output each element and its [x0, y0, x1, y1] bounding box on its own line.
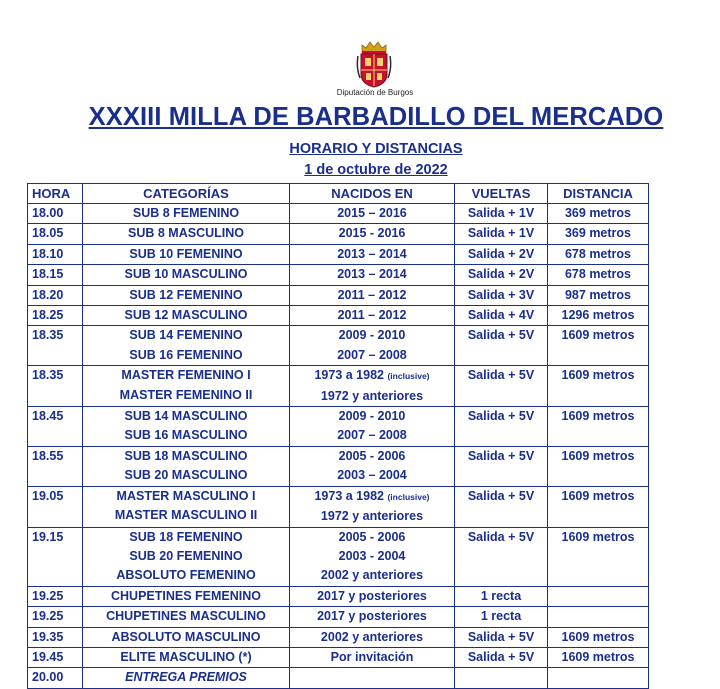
cell-categoria [83, 407, 290, 447]
nacidos-text: 2003 – 2004 [337, 468, 407, 483]
table-header-row [28, 184, 649, 204]
cell-hora: 19.25 [28, 586, 83, 606]
table-row [28, 446, 649, 486]
nacidos-text: 2005 - 2006 [338, 529, 406, 544]
cell-vueltas: Salida + 5V [455, 486, 548, 527]
table-row [28, 527, 649, 586]
categoria-line: SUB 14 FEMENINO [129, 328, 243, 343]
categoria-line: SUB 16 FEMENINO [129, 347, 243, 362]
nacidos-line [294, 648, 450, 667]
inclusive-note: (inclusive) [387, 491, 430, 502]
cell-vueltas: Salida + 5V [455, 647, 548, 667]
cell-nacidos [290, 265, 455, 285]
cell-nacidos [290, 527, 455, 586]
cell-nacidos [290, 607, 455, 627]
cell-categoria [83, 224, 290, 244]
categoria-line: MASTER MASCULINO I [116, 488, 256, 503]
categoria-line: SUB 8 MASCULINO [128, 226, 244, 241]
categoria-line: SUB 8 FEMENINO [132, 206, 240, 220]
cell-vueltas: Salida + 1V [455, 224, 548, 244]
nacidos-text: 2007 – 2008 [337, 428, 407, 443]
nacidos-line [294, 265, 450, 284]
cell-distancia: 1609 metros [548, 326, 649, 366]
cell-categoria [83, 285, 290, 305]
cell-distancia: 678 metros [548, 265, 649, 285]
cell-hora: 19.45 [28, 647, 83, 667]
header-vueltas: VUELTAS [455, 184, 548, 204]
nacidos-line [294, 587, 450, 606]
cell-distancia: 987 metros [548, 285, 649, 305]
categoria-line: SUB 20 MASCULINO [124, 468, 248, 483]
nacidos-line [294, 566, 450, 585]
nacidos-text: 2017 y posteriores [317, 588, 427, 603]
nacidos-text: 2017 y posteriores [317, 609, 427, 624]
categoria-line: SUB 14 MASCULINO [124, 409, 248, 424]
cell-categoria [83, 668, 290, 688]
cell-hora: 19.05 [28, 486, 83, 527]
cell-nacidos [290, 306, 455, 326]
nacidos-text: Por invitación [330, 649, 414, 664]
cell-nacidos [290, 668, 455, 688]
table-row [28, 285, 649, 305]
table-row [28, 627, 649, 647]
header-hora: HORA [28, 184, 83, 204]
nacidos-text: 2015 - 2016 [338, 226, 406, 241]
cell-categoria [83, 607, 290, 627]
cell-nacidos [290, 244, 455, 264]
nacidos-line [294, 547, 450, 566]
page-subtitle: HORARIO Y DISTANCIAS [289, 141, 463, 157]
nacidos-line [294, 204, 450, 223]
nacidos-line [294, 447, 450, 466]
event-date: 1 de octubre de 2022 [304, 162, 448, 178]
nacidos-text: 2009 - 2010 [338, 409, 406, 424]
cell-vueltas: Salida + 5V [455, 527, 548, 586]
nacidos-line [294, 224, 450, 243]
cell-vueltas: Salida + 5V [455, 326, 548, 366]
cell-distancia: 1609 metros [548, 627, 649, 647]
categoria-line: MASTER MASCULINO II [114, 508, 258, 523]
cell-vueltas: 1 recta [455, 607, 548, 627]
cell-categoria [83, 326, 290, 366]
table-row [28, 204, 649, 224]
cell-nacidos [290, 647, 455, 667]
cell-hora: 19.25 [28, 607, 83, 627]
cell-hora: 18.25 [28, 306, 83, 326]
page-title: XXXIII MILLA DE BARBADILLO DEL MERCADO [88, 103, 664, 131]
cell-categoria [83, 366, 290, 407]
nacidos-line [294, 487, 450, 507]
cell-nacidos [290, 586, 455, 606]
cell-distancia: 1609 metros [548, 407, 649, 447]
cell-categoria [83, 647, 290, 667]
categoria-line: MASTER FEMENINO II [119, 387, 253, 402]
cell-nacidos [290, 285, 455, 305]
cell-vueltas: Salida + 5V [455, 627, 548, 647]
cell-vueltas: Salida + 5V [455, 407, 548, 447]
nacidos-text: 1973 a 1982 [314, 368, 384, 383]
cell-hora: 18.45 [28, 407, 83, 447]
categoria-line: SUB 18 MASCULINO [124, 448, 248, 463]
coat-of-arms-icon [356, 40, 392, 88]
table-row [28, 306, 649, 326]
cell-distancia: 1609 metros [548, 446, 649, 486]
cell-hora: 18.20 [28, 285, 83, 305]
nacidos-line [294, 426, 450, 445]
cell-vueltas: Salida + 1V [455, 204, 548, 224]
cell-distancia: 369 metros [548, 204, 649, 224]
cell-hora: 18.35 [28, 366, 83, 407]
table-row [28, 244, 649, 264]
cell-distancia [548, 668, 649, 688]
cell-nacidos [290, 366, 455, 407]
nacidos-line [294, 466, 450, 485]
cell-hora: 18.35 [28, 326, 83, 366]
nacidos-text: 2013 – 2014 [337, 246, 407, 261]
cell-hora: 20.00 [28, 668, 83, 688]
cell-nacidos [290, 204, 455, 224]
nacidos-text: 1973 a 1982 [314, 488, 384, 503]
cell-categoria [83, 586, 290, 606]
cell-vueltas [455, 668, 548, 688]
cell-nacidos [290, 407, 455, 447]
cell-distancia: 369 metros [548, 224, 649, 244]
cell-vueltas: Salida + 2V [455, 265, 548, 285]
schedule-table [27, 183, 649, 689]
nacidos-text: 2007 – 2008 [337, 347, 407, 362]
inclusive-note: (inclusive) [387, 371, 430, 382]
cell-nacidos [290, 627, 455, 647]
nacidos-line [294, 306, 450, 325]
header-nacidos: NACIDOS EN [290, 184, 455, 204]
categoria-line: ABSOLUTO MASCULINO [111, 629, 261, 644]
header-categorias: CATEGORÍAS [83, 184, 290, 204]
nacidos-line [294, 507, 450, 526]
categoria-line: CHUPETINES MASCULINO [106, 609, 266, 624]
nacidos-line [294, 366, 450, 386]
cell-nacidos [290, 486, 455, 527]
categoria-line: CHUPETINES FEMENINO [110, 588, 261, 603]
cell-hora: 19.15 [28, 527, 83, 586]
cell-hora: 18.10 [28, 244, 83, 264]
table-row [28, 486, 649, 527]
cell-nacidos [290, 446, 455, 486]
table-row [28, 407, 649, 447]
cell-hora: 18.05 [28, 224, 83, 244]
cell-categoria [83, 204, 290, 224]
cell-hora: 18.15 [28, 265, 83, 285]
cell-vueltas: Salida + 4V [455, 306, 548, 326]
table-row [28, 265, 649, 285]
nacidos-line [294, 387, 450, 406]
cell-vueltas: Salida + 5V [455, 366, 548, 407]
categoria-line: SUB 10 FEMENINO [129, 246, 243, 261]
categoria-line: SUB 16 MASCULINO [124, 428, 248, 443]
cell-nacidos [290, 326, 455, 366]
categoria-line: ABSOLUTO FEMENINO [116, 568, 256, 583]
cell-hora: 18.00 [28, 204, 83, 224]
nacidos-line [294, 628, 450, 647]
nacidos-line [294, 607, 450, 626]
nacidos-text: 2005 - 2006 [338, 448, 406, 463]
cell-vueltas: 1 recta [455, 586, 548, 606]
categoria-line: SUB 10 MASCULINO [124, 267, 248, 282]
cell-distancia: 678 metros [548, 244, 649, 264]
header-distancia: DISTANCIA [548, 184, 649, 204]
cell-distancia [548, 607, 649, 627]
cell-categoria [83, 486, 290, 527]
cell-distancia: 1609 metros [548, 527, 649, 586]
categoria-line: SUB 12 MASCULINO [124, 308, 248, 323]
nacidos-text: 1972 y anteriores [320, 509, 424, 524]
table-row [28, 326, 649, 366]
cell-vueltas: Salida + 5V [455, 446, 548, 486]
cell-distancia: 1609 metros [548, 486, 649, 527]
cell-categoria [83, 527, 290, 586]
table-row [28, 366, 649, 407]
nacidos-line [294, 407, 450, 426]
cell-categoria [83, 265, 290, 285]
nacidos-line [294, 286, 450, 305]
cell-categoria [83, 446, 290, 486]
organization-name: Diputación de Burgos [336, 88, 414, 97]
categoria-line: ELITE MASCULINO (*) [120, 649, 252, 664]
cell-distancia [548, 586, 649, 606]
nacidos-text: 2009 - 2010 [338, 328, 406, 343]
nacidos-text: 2013 – 2014 [337, 267, 407, 282]
cell-categoria [83, 244, 290, 264]
nacidos-line [294, 326, 450, 345]
categoria-line: ENTREGA PREMIOS [125, 670, 247, 685]
nacidos-text: 2002 y anteriores [320, 629, 424, 644]
cell-hora: 19.35 [28, 627, 83, 647]
table-row [28, 586, 649, 606]
table-row [28, 647, 649, 667]
nacidos-line [294, 346, 450, 365]
cell-distancia: 1609 metros [548, 366, 649, 407]
cell-vueltas: Salida + 2V [455, 244, 548, 264]
cell-distancia: 1609 metros [548, 647, 649, 667]
categoria-line: MASTER FEMENINO I [121, 368, 251, 383]
categoria-line: SUB 20 FEMENINO [129, 548, 243, 563]
nacidos-line [294, 245, 450, 264]
categoria-line: SUB 18 FEMENINO [129, 529, 243, 544]
cell-categoria [83, 306, 290, 326]
nacidos-text: 2015 – 2016 [337, 206, 407, 220]
nacidos-text: 2011 – 2012 [337, 287, 407, 302]
nacidos-text: 2002 y anteriores [320, 568, 424, 583]
footer-note [80, 672, 83, 686]
categoria-line: SUB 12 FEMENINO [129, 287, 243, 302]
cell-nacidos [290, 224, 455, 244]
nacidos-line [294, 528, 450, 547]
cell-vueltas: Salida + 3V [455, 285, 548, 305]
table-row [28, 224, 649, 244]
cell-categoria [83, 627, 290, 647]
nacidos-text: 2011 – 2012 [337, 308, 407, 323]
cell-distancia: 1296 metros [548, 306, 649, 326]
nacidos-text: 2003 - 2004 [338, 548, 406, 563]
cell-hora: 18.55 [28, 446, 83, 486]
table-row [28, 607, 649, 627]
nacidos-text: 1972 y anteriores [320, 388, 424, 403]
table-row [28, 668, 649, 688]
